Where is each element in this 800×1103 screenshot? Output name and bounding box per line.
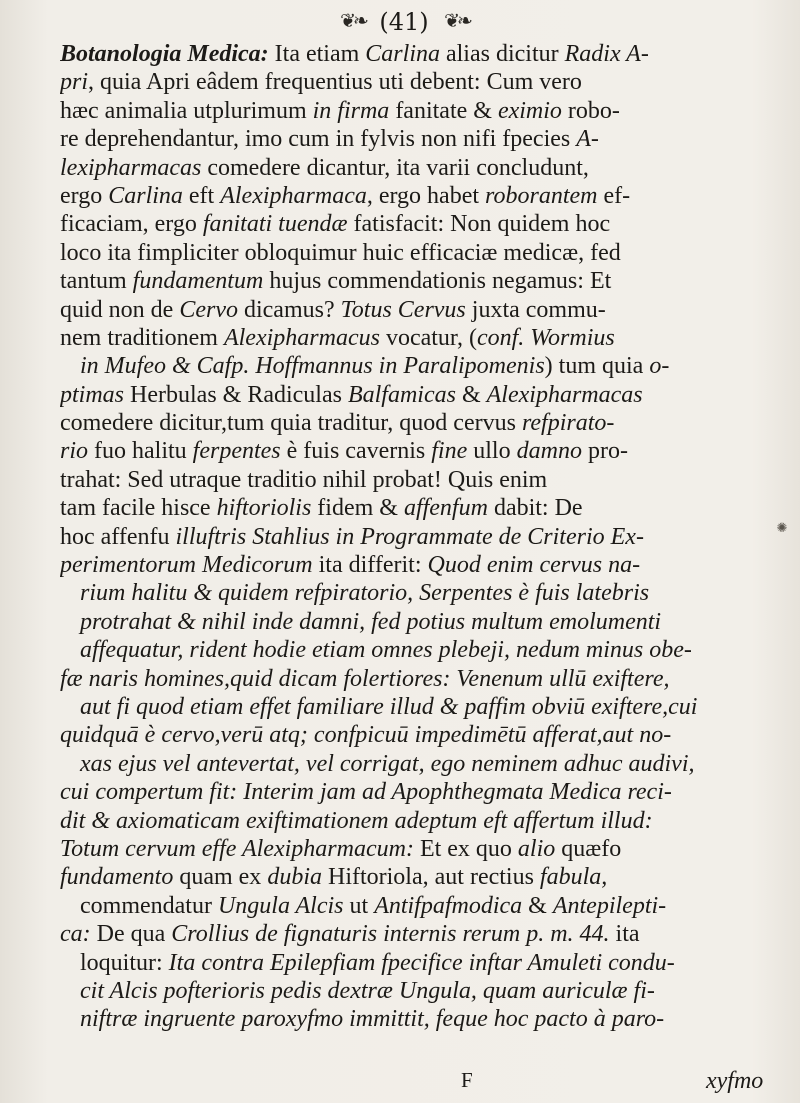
italic-text-segment: dit & axiomaticam exiftimationem adeptum eft affertum illud: [60,807,653,834]
italic-text-segment: Totum cervum effe Alexipharmacum: [60,835,414,862]
text-line [60,523,772,551]
text-line [60,210,772,238]
italic-text-segment: rio [60,438,89,465]
roman-text-segment: hoc affenfu [60,523,176,550]
text-line [60,892,772,920]
roman-text-segment: ita differit: [312,552,428,579]
roman-text-segment: robo- [561,97,620,124]
text-line [60,296,772,324]
roman-text-segment: Ita etiam [268,41,366,67]
italic-text-segment: perimentorum Medicorum [60,552,313,579]
italic-text-segment: alio [517,835,556,862]
text-line [60,1005,772,1033]
text-line [60,381,772,409]
italic-text-segment: quidquā è cervo,verū atq; confpicuū impedimētū afferat,aut no- [60,722,672,749]
italic-text-segment: lexipharmacas [60,154,202,181]
roman-text-segment: Herbulas & Radiculas [124,381,348,408]
italic-text-segment: ferpentes [192,438,281,465]
roman-text-segment: Et ex quo [413,835,518,862]
italic-text-segment: Alexipharmaca [220,182,367,209]
roman-text-segment: comedere dicitur,tum quia traditur, quod cervus [60,410,522,437]
text-line [60,267,772,295]
text-line [60,40,772,68]
roman-text-segment: Hiftoriola, aut rectius [321,864,540,891]
italic-text-segment: in firma [312,97,390,124]
body-text [60,40,772,1034]
italic-text-segment: o- [649,353,670,380]
roman-text-segment: juxta commu- [465,296,606,323]
text-line [60,665,772,693]
text-line [60,750,772,778]
roman-text-segment: fanitate & [389,97,498,124]
roman-text-segment: fuo halitu [88,438,193,465]
text-line [60,324,772,352]
italic-text-segment: Ungula Alcis [217,892,344,919]
italic-text-segment: conf. Wormius [476,324,615,351]
italic-text-segment: fæ naris homines,quid dicam folertiores: Venenum ullū exiftere, [60,665,670,692]
italic-text-segment: A- [576,126,599,153]
text-line [60,97,772,125]
italic-text-segment: roborantem [485,182,598,209]
italic-text-segment: hiftoriolis [216,495,312,522]
roman-text-segment: ut [343,892,375,919]
italic-text-segment: damno [516,438,582,465]
italic-text-segment: cui compertum fit: Interim jam ad Apophthegmata Medica reci- [60,779,672,806]
roman-text-segment: dabit: De [487,495,583,522]
text-line [60,636,772,664]
roman-text-segment: eft [182,182,221,209]
text-line [60,409,772,437]
text-line [60,949,772,977]
signature-mark: F [461,1068,473,1092]
italic-text-segment: fundamento [60,864,174,891]
roman-text-segment: ullo [467,438,517,465]
roman-text-segment: re deprehendantur, imo cum in fylvis non nifi fpecies [60,126,577,153]
italic-text-segment: Carlina [365,41,440,67]
italic-text-segment: fundamentum [132,268,264,295]
text-line [60,579,772,607]
text-line [60,721,772,749]
italic-text-segment: eximio [497,97,562,124]
page-footer [0,1068,800,1098]
italic-text-segment: affequatur, rident hodie etiam omnes plebeji, nedum minus obe- [80,637,692,664]
italic-text-segment: Botanologia Medica: [60,41,269,67]
roman-text-segment: tam facile hisce [60,495,217,522]
italic-text-segment: Ita contra Epilepfiam fpecifice inftar Amuleti condu- [168,949,675,976]
text-line [60,778,772,806]
roman-text-segment: & [522,892,553,919]
roman-text-segment: alias dicitur [439,41,565,67]
roman-text-segment: fidem & [311,495,404,522]
roman-text-segment: dicamus? [237,296,341,323]
roman-text-segment: commendatur [80,892,218,919]
text-line [60,154,772,182]
italic-text-segment: fine [431,438,468,465]
roman-text-segment: hujus commendationis negamus: Et [263,268,612,295]
roman-text-segment: loquitur: [80,949,169,976]
roman-text-segment: loco ita fimpliciter obloquimur huic efficaciæ medicæ, fed [60,239,621,266]
italic-text-segment: refpirato- [521,410,615,437]
italic-text-segment: dubia [267,864,322,891]
italic-text-segment: Radix A- [564,41,649,67]
text-line [60,437,772,465]
italic-text-segment: Alexipharmacus [223,324,380,351]
roman-text-segment: comedere dicantur, ita varii concludunt, [201,154,589,181]
roman-text-segment: , ergo habet [366,182,486,209]
italic-text-segment: fabula, [539,864,608,891]
text-line [60,608,772,636]
roman-text-segment: nem traditionem [60,324,224,351]
italic-text-segment: Alexipharmacas [486,381,643,408]
italic-text-segment: in Mufeo & Cafp. Hoffmannus in Paralipomenis [80,353,545,380]
italic-text-segment: Carlina [108,182,183,209]
text-line [60,68,772,96]
italic-text-segment: Totus Cervus [340,296,466,323]
roman-text-segment: hæc animalia utplurimum [60,97,313,124]
text-line [60,693,772,721]
italic-text-segment: rium halitu & quidem refpiratorio, Serpentes è fuis latebris [80,580,650,607]
text-line [60,920,772,948]
italic-text-segment: pri [60,69,89,96]
italic-text-segment: Cervo [179,296,238,323]
page-header [0,4,800,36]
roman-text-segment: pro- [581,438,628,465]
text-line [60,977,772,1005]
margin-ink-mark: ✺ [776,521,788,536]
catchword: xyfmo [706,1068,764,1094]
text-line [60,466,772,494]
text-line [60,863,772,891]
roman-text-segment: De qua [90,921,172,948]
printer-ornament-left: ❦❧ [340,10,366,32]
text-line [60,239,772,267]
roman-text-segment: ita [609,921,640,948]
text-line [60,125,772,153]
roman-text-segment: quæfo [555,835,622,862]
italic-text-segment: fanitati tuendæ [202,211,348,238]
italic-text-segment: illuftris Stahlius in Programmate de Criterio Ex- [175,523,644,550]
italic-text-segment: protrahat & nihil inde damni, fed potius multum emolumenti [80,608,662,635]
italic-text-segment: xas ejus vel antevertat, vel corrigat, ego neminem adhuc audivi, [80,750,695,777]
italic-text-segment: Antepilepti- [552,892,667,919]
roman-text-segment: quam ex [173,864,268,891]
roman-text-segment: ) tum quia [544,353,650,380]
text-line [60,182,772,210]
italic-text-segment: niftræ ingruente paroxyfmo immittit, feque hoc pacto à paro- [80,1006,665,1033]
roman-text-segment: tantum [60,268,133,295]
italic-text-segment: ptimas [60,381,125,408]
text-line [60,807,772,835]
roman-text-segment: ef- [597,182,631,209]
roman-text-segment: fatisfacit: Non quidem hoc [347,211,611,238]
italic-text-segment: Quod enim cervus na- [427,552,641,579]
italic-text-segment: ca: [60,921,91,948]
italic-text-segment: Balfamicas [347,381,456,408]
italic-text-segment: Antifpafmodica [374,892,523,919]
text-line [60,352,772,380]
italic-text-segment: cit Alcis pofterioris pedis dextræ Ungula, quam auriculæ fi- [80,977,655,1004]
italic-text-segment: affenfum [403,495,488,522]
roman-text-segment: vocatur, ( [379,324,477,351]
roman-text-segment: & [455,381,487,408]
roman-text-segment: ficaciam, ergo [60,211,203,238]
text-line [60,494,772,522]
printer-ornament-right: ❦❧ [444,10,470,32]
roman-text-segment: trahat: Sed utraque traditio nihil probat! Quis enim [60,466,548,493]
roman-text-segment: è fuis cavernis [280,438,432,465]
italic-text-segment: aut fi quod etiam effet familiare illud & paffim obviū exiftere,cui [80,693,698,720]
page-number: (41) [379,8,429,36]
roman-text-segment: , quia Apri eâdem frequentius uti debent: Cum vero [88,69,582,96]
text-line [60,835,772,863]
italic-text-segment: Crollius de fignaturis internis rerum p. m. 44. [171,921,610,948]
text-line [60,551,772,579]
roman-text-segment: ergo [60,182,109,209]
roman-text-segment: quid non de [60,296,180,323]
